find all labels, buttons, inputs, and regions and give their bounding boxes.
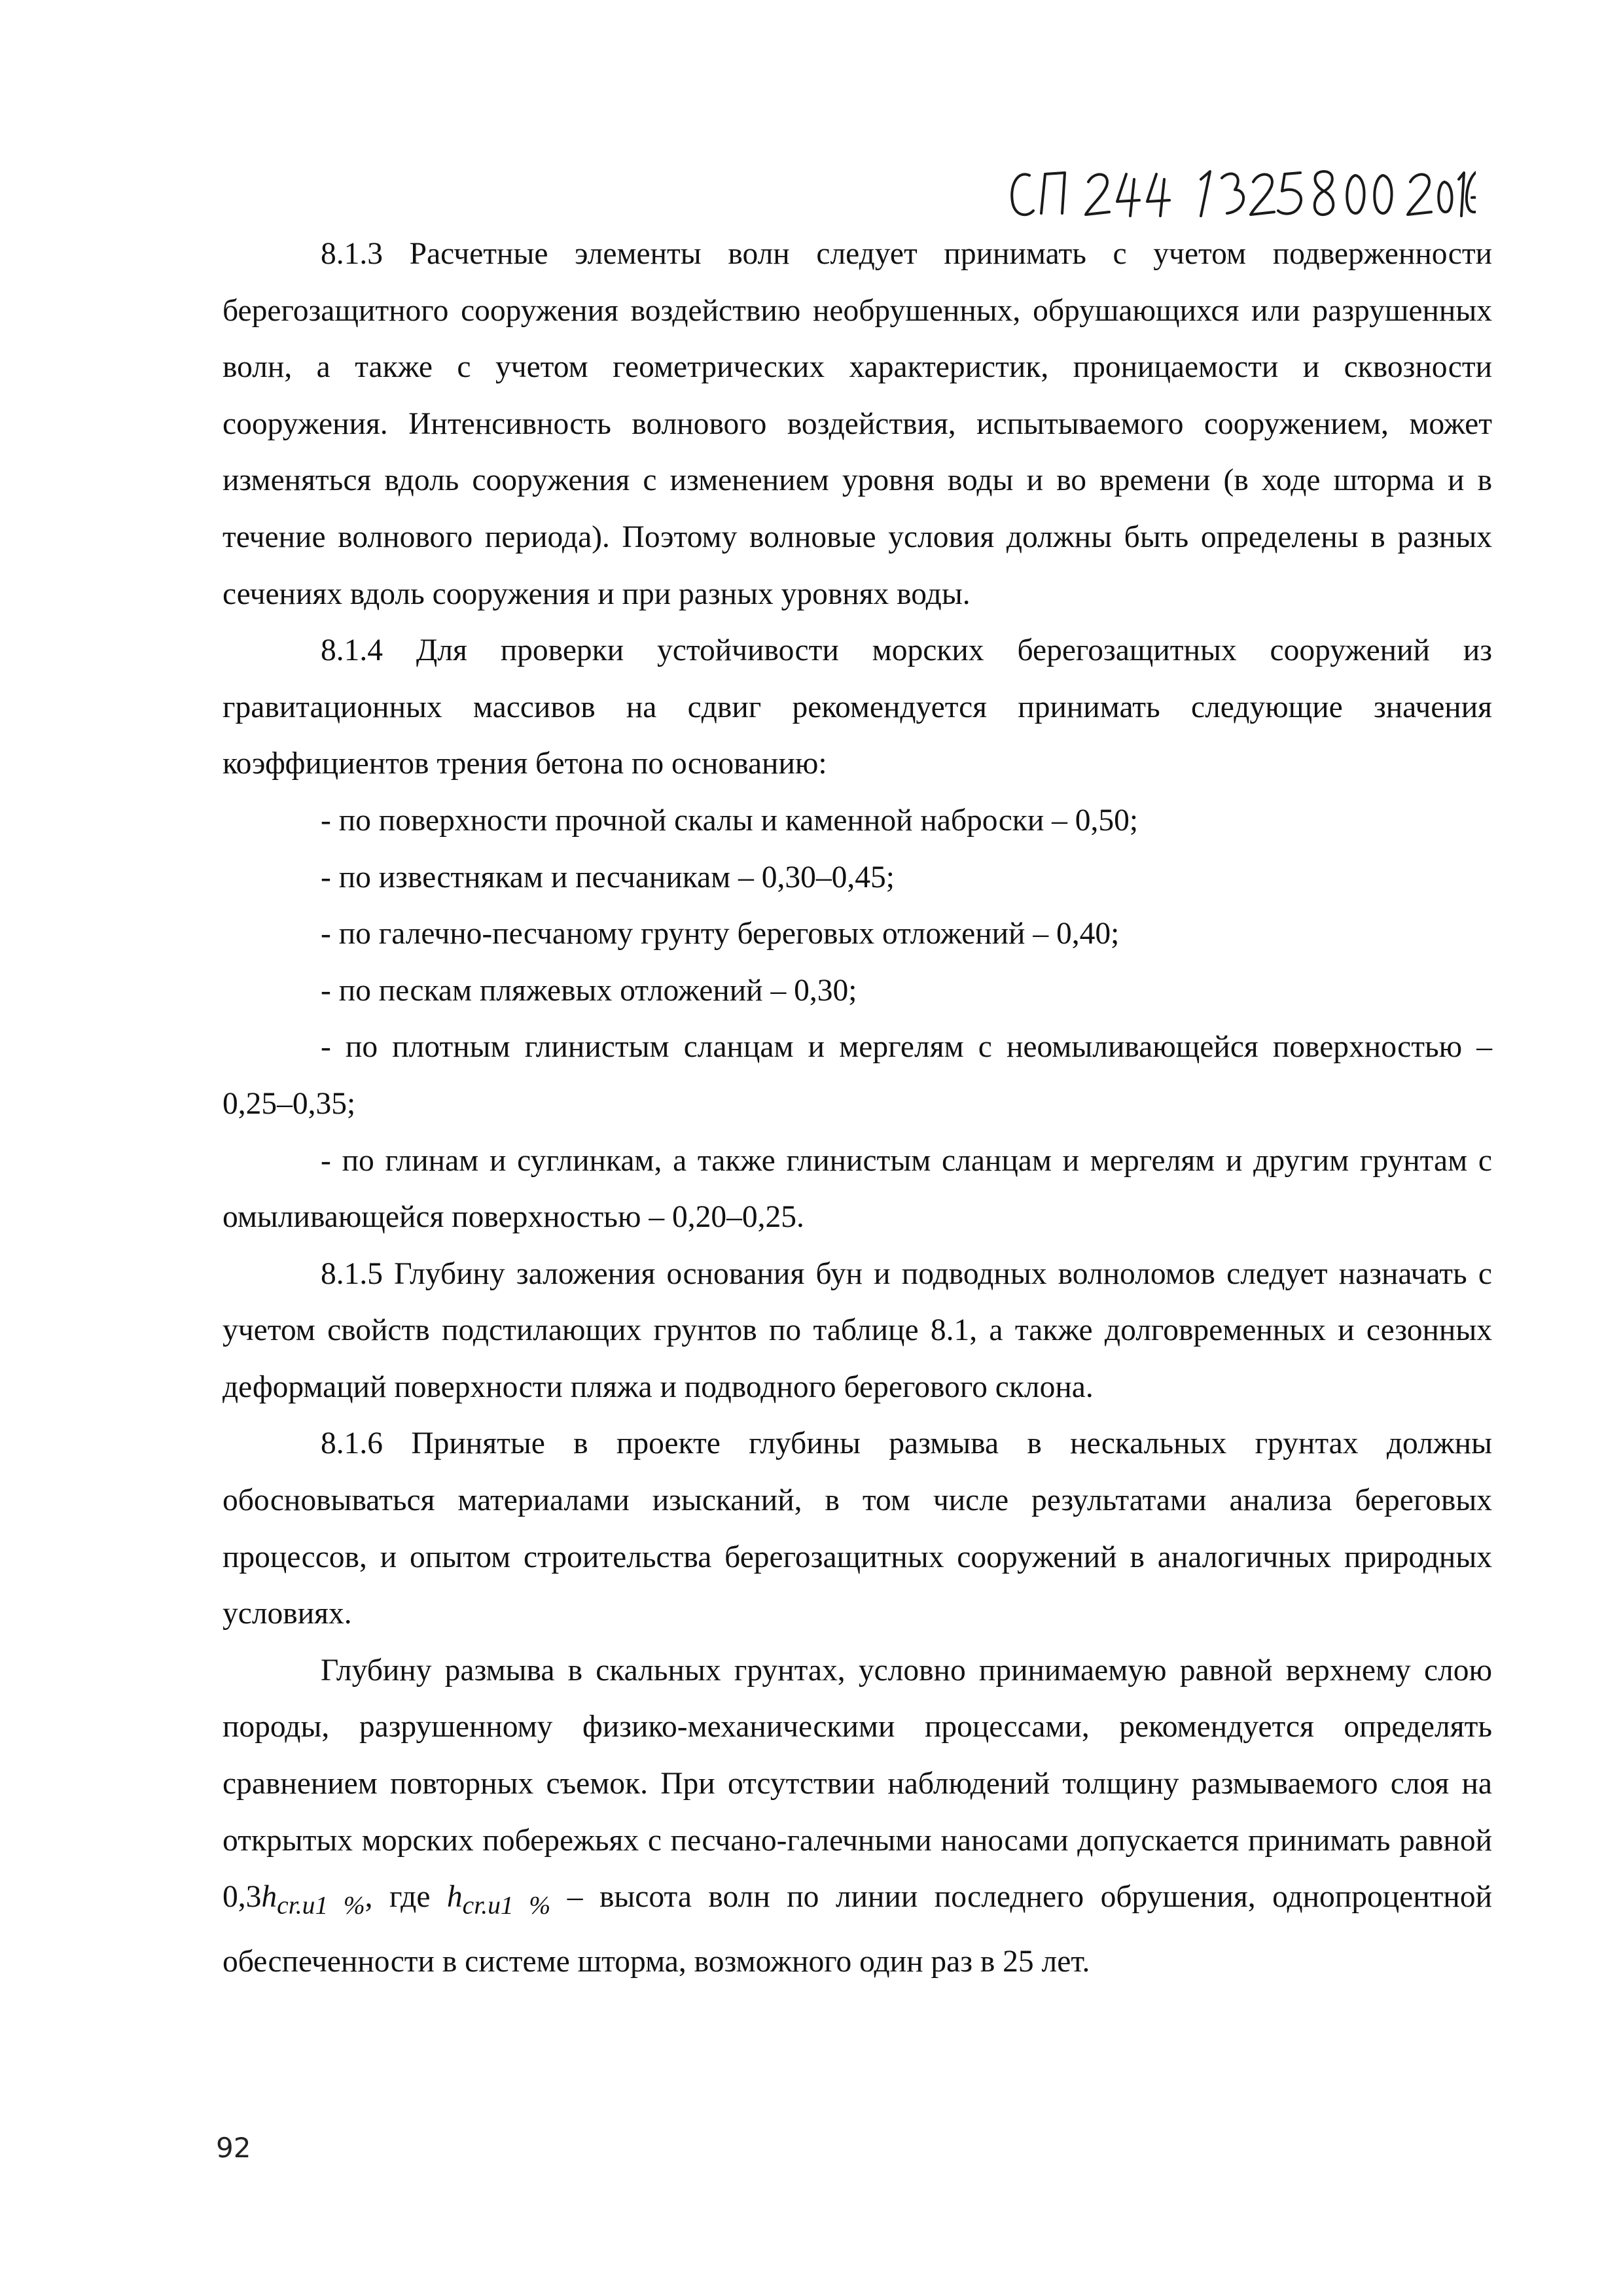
paragraph-8-1-6: 8.1.6 Принятые в проекте глубины размыва в нескальных грунтах должны обосновываться материалами изысканий, в том числе результатами анализа береговых процессов, и опытом строительства берегозащитных сооружений в аналогичных природных условиях.: [223, 1426, 1492, 1631]
text-run: , где: [365, 1880, 447, 1915]
text-run: Глубину размыва в скальных грунтах, условно принимаемую равной верхнему слою породы, разрушенному физико-механическими процессами, рекомендуется определять сравнением повторных съемок. При отсутствии наблюдений толщину размываемого слоя на открытых морских побережьях с песчано-галечными наносами допускается принимать равной 0,3: [223, 1653, 1492, 1915]
handwriting-icon: [1005, 156, 1476, 228]
paragraph-8-1-5: 8.1.5 Глубину заложения основания бун и подводных волноломов следует назначать с учетом свойств подстилающих грунтов по таблице 8.1, а также долговременных и сезонных деформаций поверхности пляжа и подводного берегового склона.: [223, 1256, 1492, 1404]
paragraph-erosion-depth: [223, 1642, 1492, 1990]
list-item: - по известнякам и песчаникам – 0,30–0,45;: [321, 860, 895, 894]
symbol-subscript: cr.u1 %: [462, 1890, 551, 1920]
symbol-h: h: [446, 1880, 463, 1915]
list-item: - по поверхности прочной скалы и каменной наброски – 0,50;: [321, 803, 1139, 838]
symbol-subscript: cr.u1 %: [277, 1890, 365, 1920]
handwritten-document-code: [1005, 156, 1476, 228]
symbol-h: h: [261, 1880, 277, 1915]
paragraph-8-1-3: 8.1.3 Расчетные элементы волн следует принимать с учетом подверженности берегозащитного сооружения воздействию необрушенных, обрушающихся или разрушенных волн, а также с учетом геометрических характеристик, проницаемости и сквозности сооружения. Интенсивность волнового воздействия, испытываемого сооружением, может изменяться вдоль сооружения с изменением уровня воды и во времени (в ходе шторма и в течение волнового периода). Поэтому волновые условия должны быть определены в разных сечениях вдоль сооружения и при разных уровнях воды.: [223, 237, 1492, 611]
list-item: - по пескам пляжевых отложений – 0,30;: [321, 973, 857, 1008]
list-item: - по глинам и суглинкам, а также глинистым сланцам и мергелям и другим грунтам с омыливающейся поверхностью – 0,20–0,25.: [223, 1143, 1492, 1235]
paragraph-8-1-4: 8.1.4 Для проверки устойчивости морских берегозащитных сооружений из гравитационных массивов на сдвиг рекомендуется принимать следующие значения коэффициентов трения бетона по основанию:: [223, 633, 1492, 781]
list-item: - по галечно-песчаному грунту береговых отложений – 0,40;: [321, 917, 1120, 951]
document-body: [223, 226, 1492, 1990]
text-run: – высота волн по линии последнего обрушения, однопроцентной обеспеченности в системе шторма, возможного один раз в 25 лет.: [223, 1880, 1493, 1979]
page-number: 92: [216, 2132, 251, 2164]
list-item: - по плотным глинистым сланцам и мергелям с неомыливающейся поверхностью – 0,25–0,35;: [223, 1030, 1492, 1121]
